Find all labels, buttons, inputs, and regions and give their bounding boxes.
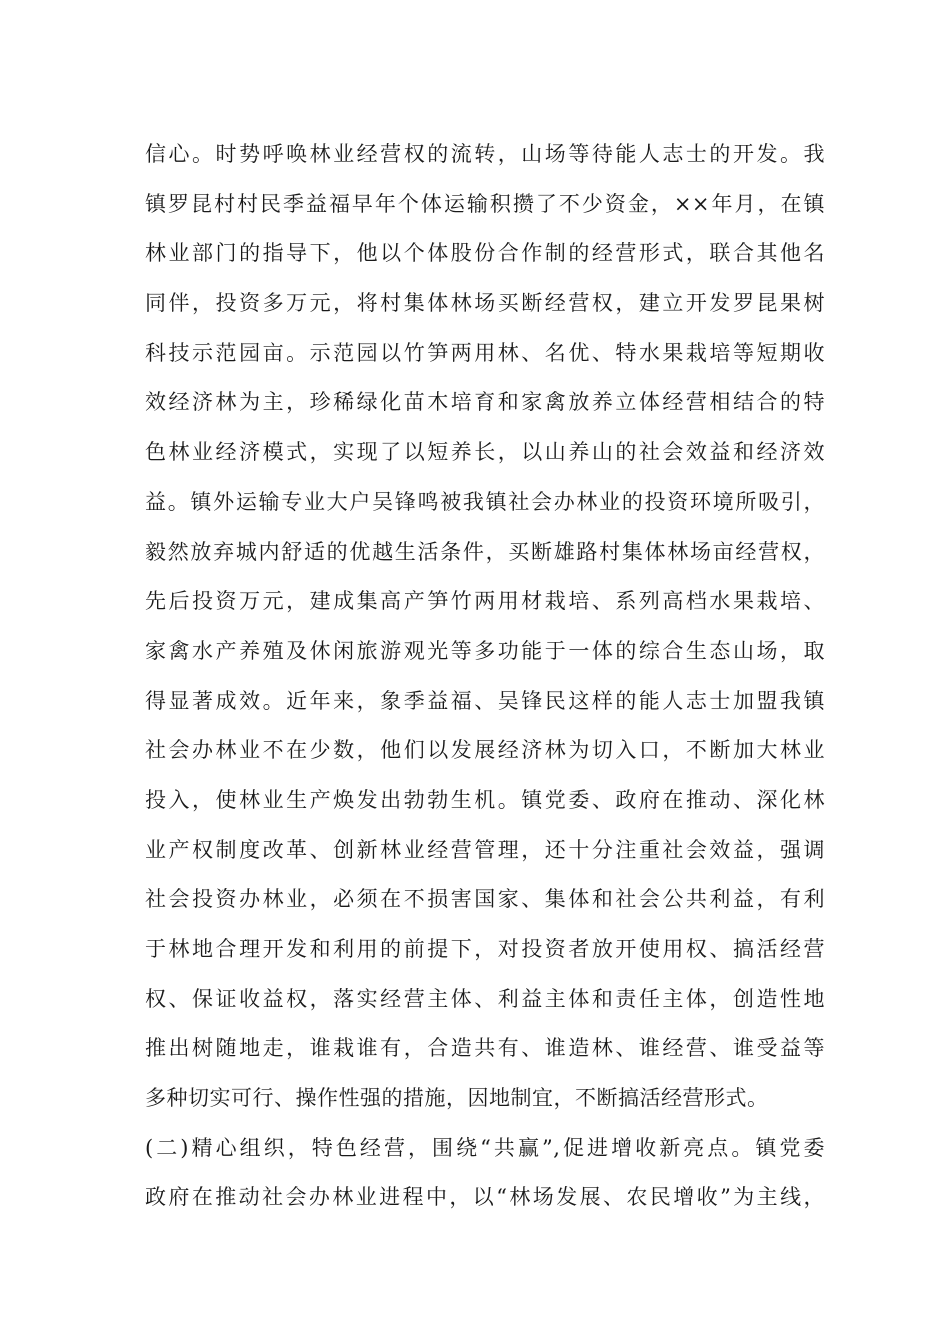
text-line: 得显著成效。近年来，象季益福、吴锋民这样的能人志士加盟我镇 [145,688,825,713]
text-line: 林业部门的指导下，他以个体股份合作制的经营形式，联合其他名 [145,241,825,266]
text-line: 益。镇外运输专业大户吴锋鸣被我镇社会办林业的投资环境所吸引， [145,489,825,514]
text-line: 色林业经济模式，实现了以短养长，以山养山的社会效益和经济效 [145,440,825,465]
text-line: 先后投资万元，建成集高产笋竹两用材栽培、系列高档水果栽培、 [145,589,825,614]
text-line: 同伴，投资多万元，将村集体林场买断经营权，建立开发罗昆果树 [145,291,825,316]
text-line: 效经济林为主，珍稀绿化苗木培育和家禽放养立体经营相结合的特 [145,390,825,415]
text-line: 业产权制度改革、创新林业经营管理，还十分注重社会效益，强调 [145,837,825,862]
text-line: 社会办林业不在少数，他们以发展经济林为切入口，不断加大林业 [145,738,825,763]
section-heading-line: (二)精心组织，特色经营，围绕“共赢”,促进增收新亮点。镇党委 [145,1135,825,1160]
text-line: 社会投资办林业，必须在不损害国家、集体和社会公共利益，有利 [145,887,825,912]
text-line: 多种切实可行、操作性强的措施，因地制宜，不断搞活经营形式。 [145,1086,769,1111]
text-line: 于林地合理开发和利用的前提下，对投资者放开使用权、搞活经营 [145,937,825,961]
text-line: 毅然放弃城内舒适的优越生活条件，买断雄路村集体林场亩经营权， [145,539,825,564]
text-line: 信心。时势呼唤林业经营权的流转，山场等待能人志士的开发。我 [145,142,825,166]
text-line: 科技示范园亩。示范园以竹笋两用林、名优、特水果栽培等短期收 [145,340,825,365]
text-line: 投入，使林业生产焕发出勃勃生机。镇党委、政府在推动、深化林 [145,787,825,812]
text-line: 镇罗昆村村民季益福早年个体运输积攒了不少资金，××年月，在镇 [145,191,825,216]
text-line: 家禽水产养殖及休闲旅游观光等多功能于一体的综合生态山场，取 [145,638,825,663]
text-line: 政府在推动社会办林业进程中，以“林场发展、农民增收”为主线， [145,1185,825,1210]
body-text [145,130,825,1223]
text-line: 推出树随地走，谁栽谁有，合造共有、谁造林、谁经营、谁受益等 [145,1036,825,1061]
text-line: 权、保证收益权，落实经营主体、利益主体和责任主体，创造性地 [145,986,825,1011]
